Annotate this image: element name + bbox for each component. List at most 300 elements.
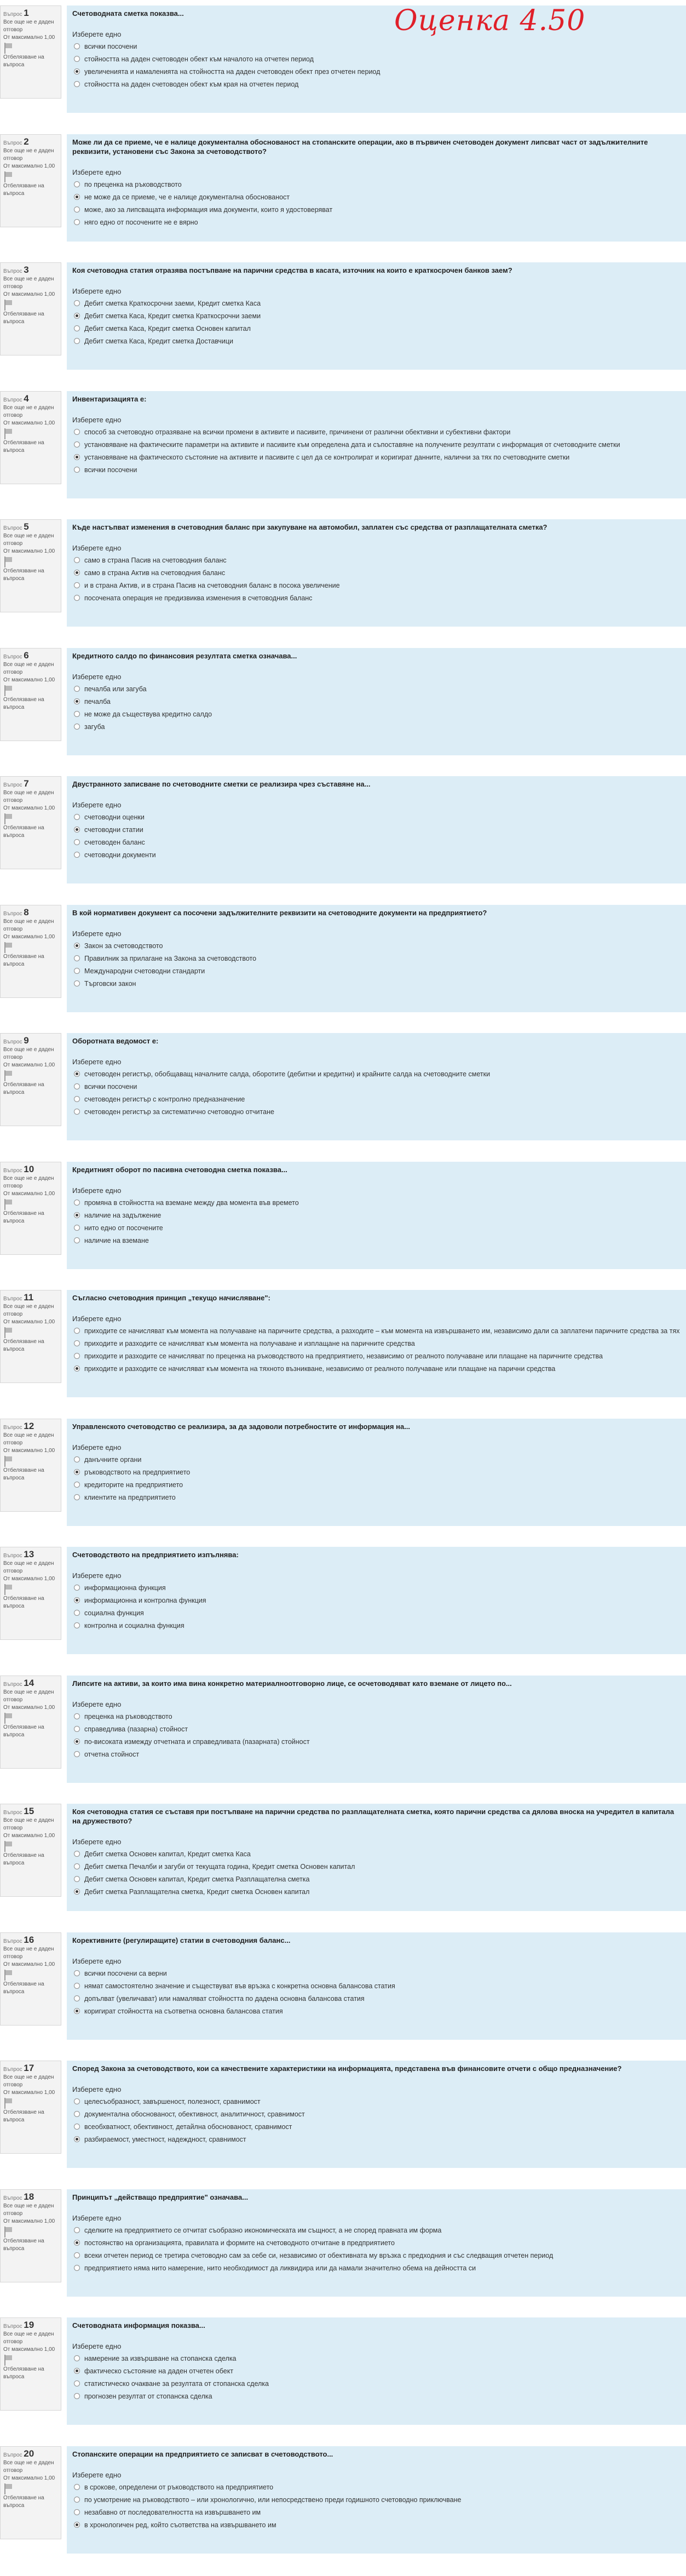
answer-label: в хронологичен ред, който съответства на извършването им <box>84 2521 276 2529</box>
answer-option[interactable] <box>72 53 681 66</box>
answer-label: ръководството на предприятието <box>84 1468 191 1476</box>
answer-list <box>72 1967 681 2018</box>
question-text: Съгласно счетоводния принцип „текущо начисляване": <box>72 1294 270 1302</box>
radio-button[interactable] <box>74 1328 80 1334</box>
radio-button[interactable] <box>74 429 80 435</box>
answer-label: сделките на предприятието се отчитат съобразно икономическата им същност, а не според правната им форма <box>84 2227 442 2234</box>
question-label: Въпрос <box>3 654 22 660</box>
answer-option[interactable] <box>72 1848 681 1861</box>
answer-option[interactable] <box>72 1209 681 1222</box>
radio-button[interactable] <box>74 980 80 986</box>
radio-button[interactable] <box>74 1456 80 1462</box>
flag-question-link[interactable]: Отбелязване на въпроса <box>3 1210 44 1224</box>
answer-option[interactable] <box>72 2390 681 2403</box>
answer-option[interactable] <box>72 2262 681 2275</box>
flag-icon[interactable] <box>3 1327 12 1338</box>
question-info <box>0 905 61 998</box>
answer-option[interactable] <box>72 2237 681 2250</box>
answer-option[interactable] <box>72 953 681 965</box>
choose-one-prompt: Изберете едно <box>72 673 122 681</box>
answer-option[interactable] <box>72 2378 681 2390</box>
answer-status: Все още не е даден отговор <box>3 2203 54 2217</box>
flag-icon[interactable] <box>3 1841 12 1852</box>
answer-option[interactable] <box>72 451 681 464</box>
answer-option[interactable] <box>72 1068 681 1081</box>
flag-icon[interactable] <box>3 300 12 311</box>
question-block <box>0 2446 686 2561</box>
radio-button[interactable] <box>74 467 80 473</box>
radio-button[interactable] <box>74 724 80 730</box>
answer-option[interactable] <box>72 2096 681 2108</box>
radio-button[interactable] <box>74 2124 80 2130</box>
flag-icon[interactable] <box>3 171 12 182</box>
answer-option[interactable] <box>72 1736 681 1748</box>
answer-status: Все още не е даден отговор <box>3 2460 54 2474</box>
answer-label: коригират стойността на съответна основна балансова статия <box>84 2007 283 2015</box>
answer-option[interactable] <box>72 78 681 91</box>
question-content <box>67 1162 686 1269</box>
radio-button[interactable] <box>74 1366 80 1372</box>
question-block <box>0 1676 686 1791</box>
answer-status: Все още не е даден отговор <box>3 1946 54 1960</box>
question-content <box>67 648 686 755</box>
answer-option[interactable] <box>72 811 681 824</box>
answer-option[interactable] <box>72 1711 681 1723</box>
answer-option[interactable] <box>72 1723 681 1736</box>
flag-icon[interactable] <box>3 1456 12 1467</box>
radio-button[interactable] <box>74 1726 80 1732</box>
radio-button[interactable] <box>74 943 80 949</box>
answer-option[interactable] <box>72 1861 681 1873</box>
question-content <box>67 5 686 113</box>
answer-label: социална функция <box>84 1609 144 1617</box>
answer-option[interactable] <box>72 1093 681 1106</box>
radio-button[interactable] <box>74 1751 80 1757</box>
radio-button[interactable] <box>74 56 80 62</box>
answer-option[interactable] <box>72 1620 681 1632</box>
radio-button[interactable] <box>74 1995 80 2001</box>
radio-button[interactable] <box>74 1851 80 1857</box>
radio-button[interactable] <box>74 2484 80 2490</box>
flag-icon[interactable] <box>3 813 12 824</box>
answer-label: предприятието няма нито намерение, нито необходимост да ликвидира или да намали значително обема на дейността си <box>84 2264 476 2272</box>
question-number: 11 <box>24 1292 34 1303</box>
question-info <box>0 776 61 869</box>
radio-button[interactable] <box>74 313 80 319</box>
flag-question-link[interactable]: Отбелязване на въпроса <box>3 1467 44 1481</box>
answer-option[interactable] <box>72 708 681 721</box>
radio-button[interactable] <box>74 2368 80 2374</box>
radio-button[interactable] <box>74 557 80 563</box>
radio-button[interactable] <box>74 2136 80 2142</box>
flag-icon[interactable] <box>3 1713 12 1724</box>
answer-label: Дебит сметка Основен капитал, Кредит сметка Каса <box>84 1850 251 1858</box>
radio-button[interactable] <box>74 1469 80 1475</box>
flag-question-link[interactable]: Отбелязване на въпроса <box>3 2495 44 2509</box>
flag-question-link[interactable]: Отбелязване на въпроса <box>3 54 44 68</box>
answer-option[interactable] <box>72 1607 681 1620</box>
answer-option[interactable] <box>72 179 681 191</box>
question-content <box>67 2189 686 2297</box>
flag-icon[interactable] <box>3 43 12 54</box>
radio-button[interactable] <box>74 698 80 704</box>
radio-button[interactable] <box>74 206 80 213</box>
answer-option[interactable] <box>72 2519 681 2532</box>
flag-question-link[interactable]: Отбелязване на въпроса <box>3 1852 44 1866</box>
question-text: Коя счетоводна статия се съставя при постъпване на парични средства по разплащателната сметка, която парични средства са дялова вноска на учредител в капитала на дружеството? <box>72 1808 675 1825</box>
radio-button[interactable] <box>74 2098 80 2104</box>
answer-label: печалба или загуба <box>84 685 147 693</box>
flag-question-link[interactable]: Отбелязване на въпроса <box>3 1596 44 1609</box>
answer-list <box>72 554 681 605</box>
radio-button[interactable] <box>74 194 80 200</box>
question-number: 19 <box>24 2320 34 2330</box>
answer-option[interactable] <box>72 1363 681 1375</box>
answer-label: всички посочени <box>84 43 137 50</box>
radio-button[interactable] <box>74 338 80 344</box>
flag-icon[interactable] <box>3 1199 12 1210</box>
radio-button[interactable] <box>74 2240 80 2246</box>
answer-option[interactable] <box>72 2224 681 2237</box>
answer-label: всички посочени <box>84 466 137 474</box>
answer-option[interactable] <box>72 1748 681 1761</box>
radio-button[interactable] <box>74 300 80 306</box>
flag-question-link[interactable]: Отбелязване на въпроса <box>3 1339 44 1352</box>
question-text: Кредитният оборот по пасивна счетоводна сметка показва... <box>72 1166 287 1174</box>
answer-option[interactable] <box>72 567 681 580</box>
answer-option[interactable] <box>72 1081 681 1093</box>
radio-button[interactable] <box>74 1739 80 1745</box>
answer-option[interactable] <box>72 1594 681 1607</box>
radio-button[interactable] <box>74 582 80 588</box>
answer-list <box>72 683 681 733</box>
radio-button[interactable] <box>74 686 80 692</box>
flag-question-link[interactable]: Отбелязване на въпроса <box>3 697 44 710</box>
answer-option[interactable] <box>72 310 681 323</box>
radio-button[interactable] <box>74 219 80 225</box>
question-label: Въпрос <box>3 2323 22 2330</box>
question-label: Въпрос <box>3 268 22 274</box>
question-content <box>67 391 686 498</box>
answer-option[interactable] <box>72 439 681 451</box>
flag-icon[interactable] <box>3 556 12 567</box>
answer-label: документална обоснованост, обективност, аналитичност, сравнимост <box>84 2110 305 2118</box>
radio-button[interactable] <box>74 595 80 601</box>
question-info <box>0 1290 61 1383</box>
answer-option[interactable] <box>72 554 681 567</box>
answer-option[interactable] <box>72 2250 681 2262</box>
radio-button[interactable] <box>74 1071 80 1077</box>
answer-label: Търговски закон <box>84 980 136 988</box>
radio-button[interactable] <box>74 1983 80 1989</box>
answer-option[interactable] <box>72 696 681 708</box>
radio-button[interactable] <box>74 814 80 820</box>
question-content <box>67 1676 686 1783</box>
radio-button[interactable] <box>74 1713 80 1719</box>
radio-button[interactable] <box>74 81 80 87</box>
answer-option[interactable] <box>72 2133 681 2146</box>
answer-label: счетоводни статии <box>84 826 143 834</box>
flag-question-link[interactable]: Отбелязване на въпроса <box>3 2109 44 2123</box>
answer-option[interactable] <box>72 41 681 53</box>
choose-one-prompt: Изберете едно <box>72 1700 122 1708</box>
answer-option[interactable] <box>72 1106 681 1118</box>
radio-button[interactable] <box>74 2393 80 2399</box>
radio-button[interactable] <box>74 1200 80 1206</box>
flag-question-link[interactable]: Отбелязване на въпроса <box>3 2238 44 2252</box>
answer-option[interactable] <box>72 1886 681 1898</box>
answer-option[interactable] <box>72 2108 681 2121</box>
answer-option[interactable] <box>72 1350 681 1363</box>
flag-question-link[interactable]: Отбелязване на въпроса <box>3 954 44 967</box>
answer-option[interactable] <box>72 1980 681 1993</box>
answer-option[interactable] <box>72 978 681 990</box>
answer-option[interactable] <box>72 204 681 216</box>
radio-button[interactable] <box>74 570 80 576</box>
max-marks: От максимално 1,00 <box>3 1576 55 1582</box>
flag-icon[interactable] <box>3 1970 12 1981</box>
radio-button[interactable] <box>74 1482 80 1488</box>
question-info <box>0 134 61 227</box>
answer-list <box>72 811 681 862</box>
answer-option[interactable] <box>72 721 681 733</box>
answer-label: Дебит сметка Каса, Кредит сметка Основен капитал <box>84 325 251 332</box>
answer-option[interactable] <box>72 297 681 310</box>
question-info <box>0 262 61 355</box>
question-info <box>0 1547 61 1640</box>
answer-label: всеобхватност, обективност, детайлна обоснованост, сравнимост <box>84 2123 292 2131</box>
answer-option[interactable] <box>72 464 681 477</box>
answer-option[interactable] <box>72 836 681 849</box>
radio-button[interactable] <box>74 441 80 447</box>
answer-label: информационна функция <box>84 1584 166 1592</box>
answer-option[interactable] <box>72 191 681 204</box>
flag-icon[interactable] <box>3 2098 12 2109</box>
radio-button[interactable] <box>74 68 80 74</box>
radio-button[interactable] <box>74 1083 80 1089</box>
radio-button[interactable] <box>74 2008 80 2014</box>
radio-button[interactable] <box>74 1597 80 1603</box>
radio-button[interactable] <box>74 1889 80 1895</box>
answer-option[interactable] <box>72 2365 681 2378</box>
answer-option[interactable] <box>72 592 681 605</box>
flag-icon[interactable] <box>3 942 12 953</box>
question-info <box>0 519 61 612</box>
answer-option[interactable] <box>72 323 681 335</box>
answer-option[interactable] <box>72 1873 681 1886</box>
answer-option[interactable] <box>72 1222 681 1235</box>
answer-option[interactable] <box>72 426 681 439</box>
radio-button[interactable] <box>74 711 80 717</box>
question-number: 2 <box>24 136 29 147</box>
answer-label: посочената операция не предизвиква изменения в счетоводния баланс <box>84 594 313 602</box>
answer-list <box>72 41 681 91</box>
radio-button[interactable] <box>74 1876 80 1882</box>
radio-button[interactable] <box>74 1096 80 1102</box>
answer-label: справедлива (пазарна) стойност <box>84 1725 188 1733</box>
radio-button[interactable] <box>74 827 80 833</box>
answer-option[interactable] <box>72 1466 681 1479</box>
answer-label: само в страна Пасив на счетоводния баланс <box>84 556 227 564</box>
answer-label: целесъобразност, завършеност, полезност, сравнимост <box>84 2098 261 2105</box>
radio-button[interactable] <box>74 2380 80 2386</box>
question-block <box>0 262 686 377</box>
answer-option[interactable] <box>72 1491 681 1504</box>
radio-button[interactable] <box>74 1109 80 1115</box>
answer-option[interactable] <box>72 2005 681 2018</box>
max-marks: От максимално 1,00 <box>3 2090 55 2096</box>
answer-label: счетоводни документи <box>84 851 156 859</box>
answer-option[interactable] <box>72 335 681 348</box>
radio-button[interactable] <box>74 1494 80 1500</box>
radio-button[interactable] <box>74 1970 80 1976</box>
radio-button[interactable] <box>74 852 80 858</box>
flag-question-link[interactable]: Отбелязване на въпроса <box>3 1981 44 1995</box>
answer-option[interactable] <box>72 66 681 78</box>
answer-label: печалба <box>84 698 111 705</box>
answer-option[interactable] <box>72 1197 681 1209</box>
radio-button[interactable] <box>74 1353 80 1359</box>
question-content <box>67 2446 686 2554</box>
radio-button[interactable] <box>74 2252 80 2258</box>
answer-option[interactable] <box>72 2353 681 2365</box>
answer-label: постоянство на организацията, правилата и формите на счетоводното отчитане в предприятието <box>84 2239 395 2247</box>
answer-label: и в страна Актив, и в страна Пасив на счетоводния баланс в посока увеличение <box>84 582 340 589</box>
answer-option[interactable] <box>72 1479 681 1491</box>
answer-label: фактическо състояние на даден отчетен обект <box>84 2367 234 2375</box>
radio-button[interactable] <box>74 2522 80 2528</box>
question-number: 16 <box>24 1935 34 1945</box>
answer-list <box>72 297 681 348</box>
answer-label: Правилник за прилагане на Закона за счетоводството <box>84 955 257 962</box>
max-marks: От максимално 1,00 <box>3 1961 55 1967</box>
question-number: 8 <box>24 907 29 917</box>
flag-question-link[interactable]: Отбелязване на въпроса <box>3 1724 44 1738</box>
flag-question-link[interactable]: Отбелязване на въпроса <box>3 568 44 582</box>
radio-button[interactable] <box>74 2355 80 2361</box>
max-marks: От максимално 1,00 <box>3 805 55 811</box>
flag-icon[interactable] <box>3 685 12 696</box>
radio-button[interactable] <box>74 2509 80 2515</box>
radio-button[interactable] <box>74 1340 80 1346</box>
question-info <box>0 2189 61 2282</box>
question-content <box>67 905 686 1012</box>
flag-icon[interactable] <box>3 2227 12 2237</box>
answer-label: установяване на фактическите параметри на активите и пасивите към определена дата и съпоставяне на получените резултати с информация от счетоводните сметки <box>84 441 620 449</box>
answer-option[interactable] <box>72 2494 681 2506</box>
answer-label: клиентите на предприятието <box>84 1494 176 1501</box>
answer-option[interactable] <box>72 2121 681 2133</box>
answer-option[interactable] <box>72 824 681 836</box>
question-text: Счетоводната сметка показва... <box>72 9 184 18</box>
question-content <box>67 1932 686 2040</box>
question-label: Въпрос <box>3 2452 22 2458</box>
flag-question-link[interactable]: Отбелязване на въпроса <box>3 440 44 454</box>
radio-button[interactable] <box>74 454 80 460</box>
answer-option[interactable] <box>72 2481 681 2494</box>
answer-option[interactable] <box>72 1235 681 1247</box>
question-content <box>67 1547 686 1654</box>
answer-status: Все още не е даден отговор <box>3 1304 54 1317</box>
answer-status: Все още не е даден отговор <box>3 1432 54 1446</box>
radio-button[interactable] <box>74 1225 80 1231</box>
flag-question-link[interactable]: Отбелязване на въпроса <box>3 1082 44 1095</box>
radio-button[interactable] <box>74 1585 80 1591</box>
flag-icon[interactable] <box>3 428 12 439</box>
radio-button[interactable] <box>74 1863 80 1869</box>
flag-question-link[interactable]: Отбелязване на въпроса <box>3 825 44 839</box>
answer-option[interactable] <box>72 580 681 592</box>
flag-question-link[interactable]: Отбелязване на въпроса <box>3 2366 44 2380</box>
question-label: Въпрос <box>3 1682 22 1688</box>
flag-question-link[interactable]: Отбелязване на въпроса <box>3 183 44 197</box>
answer-option[interactable] <box>72 1993 681 2005</box>
grade-stamp: Оценка 4.50 <box>394 4 586 37</box>
radio-button[interactable] <box>74 1212 80 1218</box>
flag-icon[interactable] <box>3 2355 12 2366</box>
flag-icon[interactable] <box>3 1584 12 1595</box>
radio-button[interactable] <box>74 955 80 961</box>
answer-label: Международни счетоводни стандарти <box>84 967 205 975</box>
answer-label: увеличенията и намаленията на стойността на даден счетоводен обект през отчетен период <box>84 68 381 76</box>
question-text: Счетоводството на предприятието изпълнява: <box>72 1551 239 1559</box>
radio-button[interactable] <box>74 43 80 49</box>
radio-button[interactable] <box>74 2227 80 2233</box>
answer-option[interactable] <box>72 1582 681 1594</box>
answer-option[interactable] <box>72 216 681 229</box>
radio-button[interactable] <box>74 2265 80 2271</box>
answer-option[interactable] <box>72 1338 681 1350</box>
question-block <box>0 1547 686 1662</box>
answer-status: Все още не е даден отговор <box>3 533 54 547</box>
answer-option[interactable] <box>72 1454 681 1466</box>
answer-option[interactable] <box>72 849 681 862</box>
flag-question-link[interactable]: Отбелязване на въпроса <box>3 311 44 325</box>
answer-status: Все още не е даден отговор <box>3 276 54 290</box>
radio-button[interactable] <box>74 325 80 331</box>
answer-option[interactable] <box>72 683 681 696</box>
radio-button[interactable] <box>74 2497 80 2503</box>
answer-option[interactable] <box>72 1325 681 1338</box>
answer-option[interactable] <box>72 2506 681 2519</box>
radio-button[interactable] <box>74 839 80 845</box>
answer-label: нито едно от посочените <box>84 1224 163 1232</box>
flag-icon[interactable] <box>3 2483 12 2494</box>
flag-icon[interactable] <box>3 1070 12 1081</box>
answer-status: Все още не е даден отговор <box>3 1560 54 1574</box>
question-block <box>0 905 686 1020</box>
max-marks: От максимално 1,00 <box>3 35 55 41</box>
radio-button[interactable] <box>74 1622 80 1628</box>
max-marks: От максимално 1,00 <box>3 548 55 554</box>
answer-option[interactable] <box>72 940 681 953</box>
question-number: 5 <box>24 521 29 532</box>
radio-button[interactable] <box>74 968 80 974</box>
choose-one-prompt: Изберете едно <box>72 168 122 176</box>
answer-list <box>72 1325 681 1375</box>
question-number: 1 <box>24 8 29 18</box>
answer-option[interactable] <box>72 965 681 978</box>
choose-one-prompt: Изберете едно <box>72 1058 122 1066</box>
radio-button[interactable] <box>74 181 80 187</box>
answer-label: счетоводен регистър, обобщаващ началните салда, оборотите (дебитни и кредитни) и крайните салда на счетоводните сметки <box>84 1070 491 1078</box>
max-marks: От максимално 1,00 <box>3 677 55 683</box>
radio-button[interactable] <box>74 2111 80 2117</box>
radio-button[interactable] <box>74 1610 80 1616</box>
question-block <box>0 1804 686 1919</box>
answer-option[interactable] <box>72 1967 681 1980</box>
radio-button[interactable] <box>74 1237 80 1243</box>
